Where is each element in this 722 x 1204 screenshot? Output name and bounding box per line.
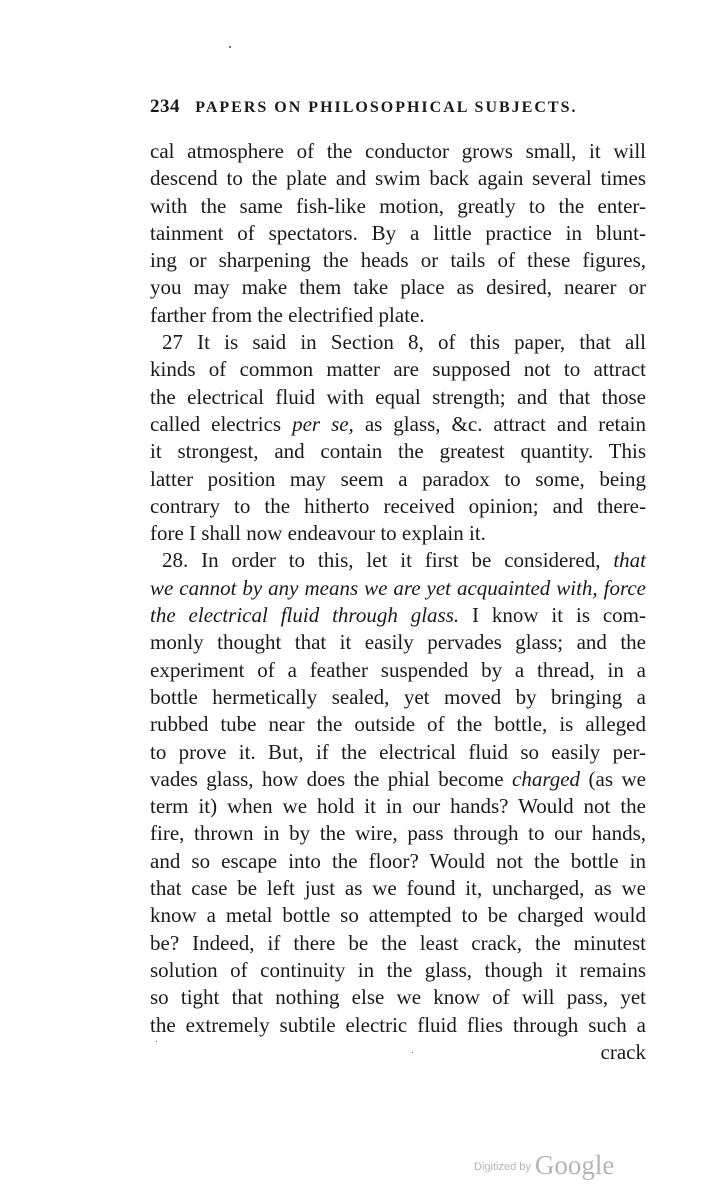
text-run: I know it is com- xyxy=(472,603,647,628)
text-line: that case be left just as we found it, uncharged, as we xyxy=(150,876,646,901)
italic-run: charged xyxy=(512,766,581,791)
text-line: we cannot by any means we are yet acquainted with, force xyxy=(150,575,646,600)
running-header xyxy=(150,96,650,118)
text-line: so tight that nothing else we know of will pass, yet xyxy=(150,985,646,1010)
italic-run: that xyxy=(613,548,647,573)
google-logo: Google xyxy=(534,1150,615,1180)
text-line: with the same fish-like motion, greatly to the enter- xyxy=(150,193,646,218)
stray-mark xyxy=(156,1041,157,1042)
italic-run: per se, xyxy=(292,411,354,436)
catchword: crack xyxy=(600,1039,646,1064)
text-line: fire, thrown in by the wire, pass through to our hands, xyxy=(150,821,646,846)
text-line: to prove it. But, if the electrical fluid so easily per- xyxy=(150,739,646,764)
stray-mark xyxy=(412,1052,413,1053)
stray-mark xyxy=(229,46,231,48)
text-line: solution of continuity in the glass, though it remains xyxy=(150,957,646,982)
text-line: fore I shall now endeavour to explain it. xyxy=(150,521,486,546)
text-run: vades glass, how does the phial become xyxy=(150,766,504,791)
text-line: contrary to the hitherto received opinion; and there- xyxy=(150,493,646,518)
text-line: kinds of common matter are supposed not to attract xyxy=(150,357,646,382)
text-line xyxy=(150,547,646,574)
text-line xyxy=(150,411,646,438)
text-line: farther from the electrified plate. xyxy=(150,302,425,327)
text-line: bottle hermetically sealed, yet moved by bringing a xyxy=(150,684,646,709)
text-line: and so escape into the floor? Would not the bottle in xyxy=(150,848,646,873)
text-run: as glass, &c. attract and retain xyxy=(364,411,647,436)
text-line xyxy=(150,766,646,793)
text-run: called electrics xyxy=(150,411,282,436)
digitized-watermark xyxy=(474,1150,614,1181)
page-body xyxy=(150,138,646,1066)
text-line: 27 It is said in Section 8, of this paper, that all xyxy=(162,330,646,355)
text-line: the extremely subtile electric fluid flies through such a xyxy=(150,1012,646,1037)
text-line: descend to the plate and swim back again several times xyxy=(150,166,646,191)
text-line: the electrical fluid with equal strength; and that those xyxy=(150,384,646,409)
italic-run: the electrical fluid through glass. xyxy=(150,603,460,628)
page-number: 234 xyxy=(150,96,180,117)
text-line: tainment of spectators. By a little practice in blunt- xyxy=(150,220,646,245)
text-line: it strongest, and contain the greatest quantity. This xyxy=(150,439,646,464)
text-line: monly thought that it easily pervades glass; and the xyxy=(150,630,646,655)
text-line: latter position may seem a paradox to some, being xyxy=(150,466,646,491)
text-line: rubbed tube near the outside of the bottle, is alleged xyxy=(150,712,646,737)
text-line: be? Indeed, if there be the least crack, the minutest xyxy=(150,930,646,955)
text-line: ing or sharpening the heads or tails of these figures, xyxy=(150,248,646,273)
text-line: you may make them take place as desired, nearer or xyxy=(150,275,646,300)
text-line: cal atmosphere of the conductor grows small, it will xyxy=(150,139,646,163)
text-line xyxy=(150,602,646,629)
text-run: 28. In order to this, let it first be considered, xyxy=(162,548,601,573)
watermark-caption: Digitized by xyxy=(474,1161,531,1173)
text-line: know a metal bottle so attempted to be charged would xyxy=(150,903,646,928)
text-line: term it) when we hold it in our hands? Would not the xyxy=(150,794,646,819)
text-line: experiment of a feather suspended by a thread, in a xyxy=(150,657,646,682)
text-run: (as we xyxy=(588,766,646,791)
running-title: PAPERS ON PHILOSOPHICAL SUBJECTS. xyxy=(195,99,578,116)
